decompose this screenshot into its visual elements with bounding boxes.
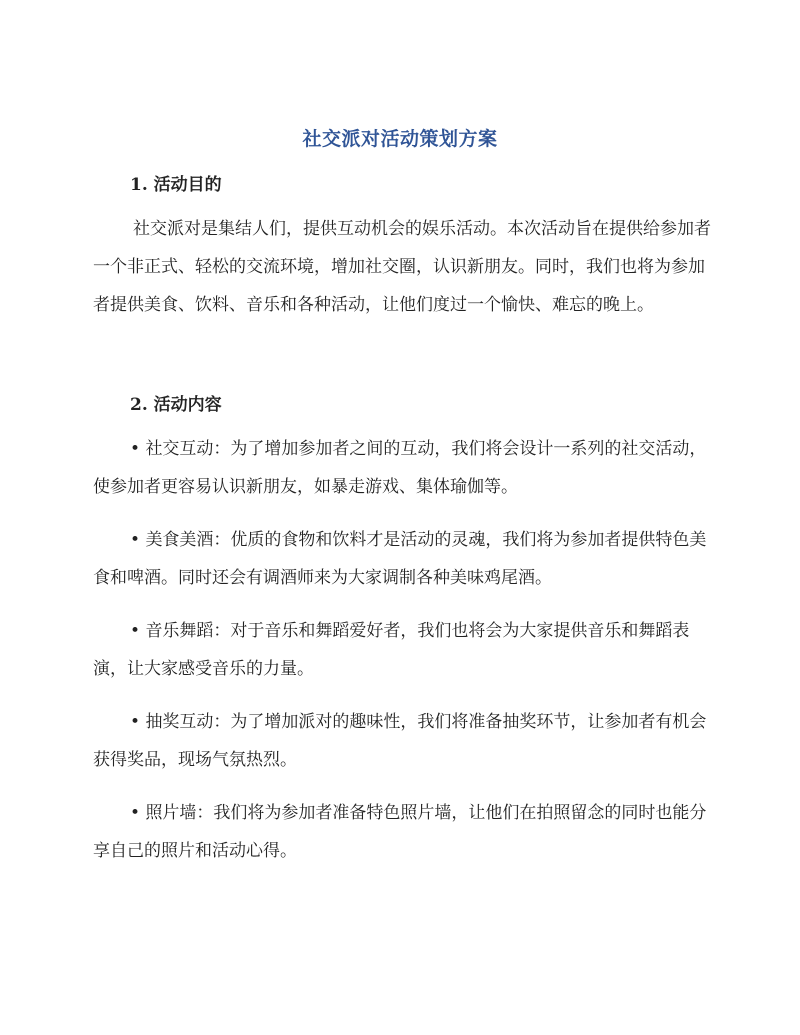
purpose-paragraph: 社交派对是集结人们，提供互动机会的娱乐活动。本次活动旨在提供给参加者一个非正式、轻松的交流环境，增加社交圈，认识新朋友。同时，我们也将为参加者提供美食、饮料、音乐和各种活动，让他们度过一个愉快、难忘的晚上。 [93, 219, 711, 315]
bullet-icon: • [130, 530, 141, 550]
bullet-icon: • [130, 803, 141, 823]
section-heading-content: 2. 活动内容 [130, 395, 222, 415]
list-item [93, 612, 713, 688]
list-item [93, 703, 713, 779]
list-item-text: 照片墙：我们将为参加者准备特色照片墙，让他们在拍照留念的同时也能分享自己的照片和活动心得。 [93, 803, 707, 861]
list-item [93, 521, 713, 597]
list-item-text: 美食美酒：优质的食物和饮料才是活动的灵魂，我们将为参加者提供特色美食和啤酒。同时还会有调酒师来为大家调制各种美味鸡尾酒。 [93, 530, 707, 588]
list-item [93, 794, 713, 870]
section-heading-purpose: 1. 活动目的 [130, 175, 222, 195]
list-item-text: 抽奖互动：为了增加派对的趣味性，我们将准备抽奖环节，让参加者有机会获得奖品，现场气氛热烈。 [93, 712, 707, 770]
bullet-icon: • [130, 621, 141, 641]
list-item [93, 430, 713, 506]
list-item-text: 音乐舞蹈：对于音乐和舞蹈爱好者，我们也将会为大家提供音乐和舞蹈表演，让大家感受音乐的力量。 [93, 621, 690, 679]
bullet-icon: • [130, 712, 141, 732]
list-item-text: 社交互动：为了增加参加者之间的互动，我们将会设计一系列的社交活动，使参加者更容易认识新朋友，如暴走游戏、集体瑜伽等。 [93, 439, 707, 497]
document-title: 社交派对活动策划方案 [302, 128, 498, 150]
bullet-icon: • [130, 439, 141, 459]
